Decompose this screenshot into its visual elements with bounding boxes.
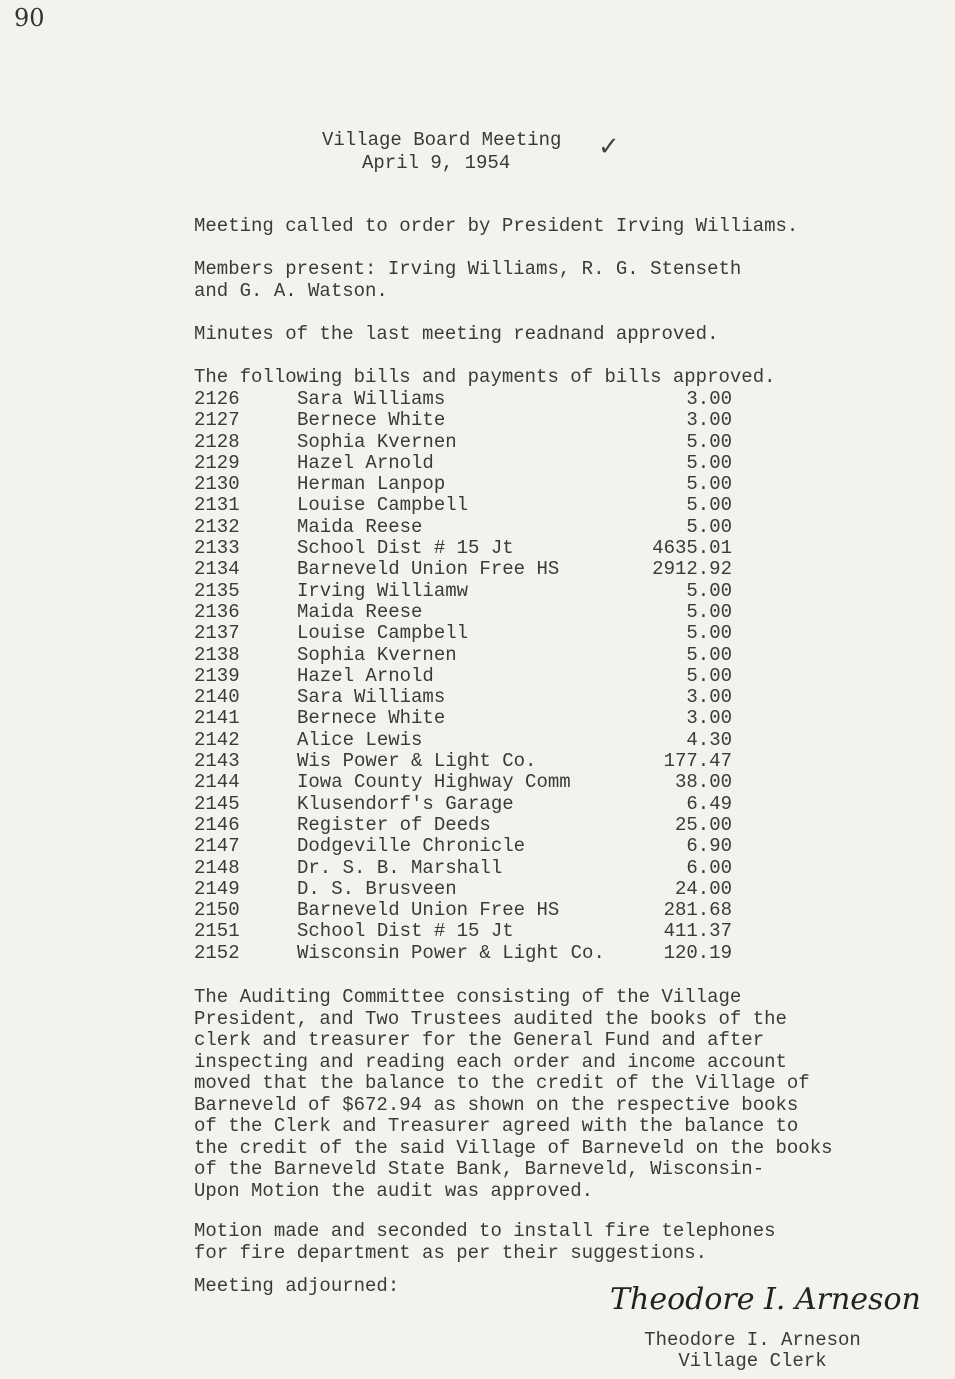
signer-title: Village Clerk [678, 1350, 827, 1372]
bill-payee: Sara Williams [297, 686, 446, 709]
audit-line: The Auditing Committee consisting of the Village [194, 986, 742, 1008]
motion-line: Motion made and seconded to install fire telephones [194, 1220, 776, 1242]
motion-paragraph [194, 1221, 776, 1264]
bill-amount: 2912.92 [652, 558, 732, 581]
bill-amount: 3.00 [686, 707, 732, 730]
audit-line: President, and Two Trustees audited the books of the [194, 1007, 787, 1030]
bill-number: 2138 [194, 643, 240, 666]
bill-payee: Dr. S. B. Marshall [297, 856, 503, 879]
bill-payee: D. S. Brusveen [297, 877, 457, 900]
bill-payee: Wis Power & Light Co. [297, 750, 537, 773]
bill-number: 2150 [194, 899, 240, 922]
bill-number: 2146 [194, 813, 240, 836]
check-mark-icon: ✓ [598, 132, 620, 162]
bill-amount: 24.00 [674, 877, 732, 900]
bill-number: 2140 [194, 686, 240, 709]
bill-payee: Hazel Arnold [297, 451, 434, 474]
bill-number: 2151 [194, 920, 240, 943]
bill-number: 2128 [194, 430, 240, 453]
bill-amount: 120.19 [663, 941, 732, 964]
page-number: 90 [14, 4, 45, 32]
bill-payee: Maida Reese [297, 600, 423, 623]
bill-payee: Register of Deeds [297, 813, 491, 836]
bill-amount: 38.00 [674, 771, 732, 794]
bill-amount: 4635.01 [652, 537, 732, 560]
bill-payee: Irving Williamw [297, 579, 469, 602]
audit-paragraph [194, 987, 833, 1202]
signer-block [630, 1330, 875, 1372]
bill-amount: 5.00 [686, 643, 732, 666]
bill-payee: Iowa County Highway Comm [297, 771, 571, 794]
bill-number: 2136 [194, 600, 240, 623]
bill-number: 2144 [194, 771, 240, 794]
bill-payee: Klusendorf's Garage [297, 792, 514, 815]
bill-amount: 3.00 [686, 409, 732, 432]
bill-amount: 177.47 [663, 750, 732, 773]
bill-amount: 5.00 [686, 430, 732, 453]
bill-number: 2132 [194, 515, 240, 538]
bill-payee: Louise Campbell [297, 622, 469, 645]
bill-number: 2133 [194, 537, 240, 560]
bill-amount: 4.30 [686, 728, 732, 751]
handwritten-signature: Theodore I. Arneson [610, 1282, 921, 1317]
bill-number: 2145 [194, 792, 240, 815]
bill-number: 2147 [194, 835, 240, 858]
bill-payee: Sophia Kvernen [297, 430, 457, 453]
audit-line: the credit of the said Village of Barneveld on the books [194, 1136, 833, 1159]
bill-number: 2129 [194, 451, 240, 474]
bill-payee: Dodgeville Chronicle [297, 835, 526, 858]
bill-number: 2143 [194, 750, 240, 773]
bill-amount: 6.49 [686, 792, 732, 815]
meeting-title: Village Board Meeting [322, 129, 562, 151]
audit-line: Barneveld of $672.94 as shown on the respective books [194, 1093, 799, 1116]
bill-amount: 25.00 [674, 813, 732, 836]
bill-payee: Alice Lewis [297, 728, 423, 751]
audit-line: clerk and treasurer for the General Fund and after [194, 1029, 765, 1051]
bill-payee: Maida Reese [297, 515, 423, 538]
bill-number: 2130 [194, 473, 240, 496]
bill-number: 2134 [194, 558, 240, 581]
audit-line: Upon Motion the audit was approved. [194, 1179, 594, 1202]
bill-number: 2126 [194, 388, 240, 410]
bill-payee: School Dist # 15 Jt [297, 920, 514, 943]
bill-payee: Louise Campbell [297, 494, 469, 517]
bill-amount: 5.00 [686, 579, 732, 602]
members-present-text [194, 259, 741, 302]
bill-amount: 3.00 [686, 686, 732, 709]
bill-payee: Bernece White [297, 707, 446, 730]
bill-number: 2141 [194, 707, 240, 730]
audit-line: of the Clerk and Treasurer agreed with the balance to [194, 1115, 799, 1137]
audit-line: of the Barneveld State Bank, Barneveld, Wisconsin- [194, 1158, 765, 1180]
bill-number: 2137 [194, 622, 240, 645]
bill-amount: 6.00 [686, 856, 732, 879]
minutes-approved-text: Minutes of the last meeting readnand approved. [194, 323, 719, 345]
bill-number: 2142 [194, 728, 240, 751]
bill-payee: Barneveld Union Free HS [297, 558, 560, 581]
bill-number: 2135 [194, 579, 240, 602]
bill-payee: Barneveld Union Free HS [297, 899, 560, 922]
bill-amount: 5.00 [686, 622, 732, 645]
bill-number: 2127 [194, 409, 240, 432]
bill-amount: 5.00 [686, 451, 732, 474]
bill-amount: 411.37 [663, 920, 732, 943]
bill-amount: 5.00 [686, 473, 732, 496]
bill-number: 2148 [194, 856, 240, 879]
bill-payee: Sophia Kvernen [297, 643, 457, 666]
bill-amount: 5.00 [686, 664, 732, 687]
motion-line: for fire department as per their suggestions. [194, 1241, 708, 1264]
audit-line: inspecting and reading each order and income account [194, 1050, 787, 1073]
signer-name: Theodore I. Arneson [644, 1329, 861, 1351]
bill-payee: School Dist # 15 Jt [297, 537, 514, 560]
bill-amount: 5.00 [686, 600, 732, 623]
bill-number: 2139 [194, 664, 240, 687]
bill-amount: 5.00 [686, 494, 732, 517]
bill-amount: 6.90 [686, 835, 732, 858]
called-to-order-text: Meeting called to order by President Irving Williams. [194, 215, 799, 237]
bill-payee: Bernece White [297, 409, 446, 432]
bill-payee: Hazel Arnold [297, 664, 434, 687]
bill-payee: Wisconsin Power & Light Co. [297, 941, 605, 964]
bill-amount: 281.68 [663, 899, 732, 922]
members-line-2: and G. A. Watson. [194, 279, 388, 302]
bills-intro-text: The following bills and payments of bills approved. [194, 366, 776, 388]
meeting-date: April 9, 1954 [362, 152, 511, 174]
bill-amount: 5.00 [686, 515, 732, 538]
bill-number: 2149 [194, 877, 240, 900]
bill-number: 2131 [194, 494, 240, 517]
bill-payee: Herman Lanpop [297, 473, 446, 496]
bill-number: 2152 [194, 941, 240, 964]
members-line-1: Members present: Irving Williams, R. G. Stenseth [194, 258, 742, 280]
audit-line: moved that the balance to the credit of the Village of [194, 1072, 810, 1094]
meeting-adjourned-text: Meeting adjourned: [194, 1275, 400, 1297]
bill-payee: Sara Williams [297, 388, 446, 410]
bill-amount: 3.00 [686, 388, 732, 410]
